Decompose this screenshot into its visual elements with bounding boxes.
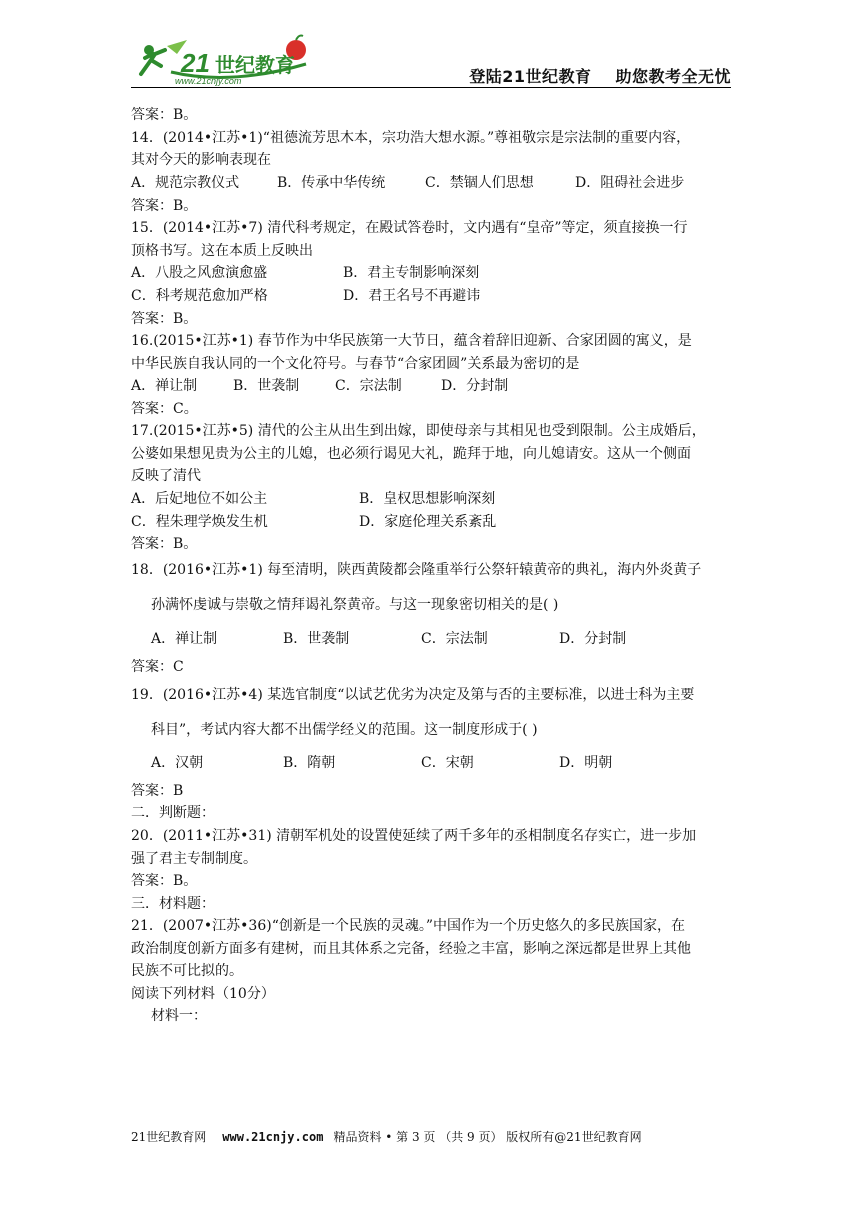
option-c: C．宋朝 bbox=[421, 755, 474, 771]
option-b: B．皇权思想影响深刻 bbox=[359, 491, 496, 507]
answer-18: 答案：C bbox=[131, 659, 184, 675]
page-footer bbox=[131, 1128, 731, 1145]
question-16-options bbox=[131, 376, 508, 396]
question-21-stem: 21．(2007•江苏•36)“创新是一个民族的灵魂。”中国作为一个历史悠久的多民族国家，在 bbox=[131, 918, 686, 934]
question-17-options-ab bbox=[131, 489, 495, 509]
question-14-options bbox=[131, 173, 684, 193]
question-18-stem: 18．(2016•江苏•1) 每至清明，陕西黄陵都会隆重举行公祭轩辕黄帝的典礼，海内外炎黄子 bbox=[131, 562, 702, 578]
option-b: B．君主专制影响深刻 bbox=[343, 265, 480, 281]
option-d: D．明朝 bbox=[559, 755, 613, 771]
section-material-heading: 三．材料题： bbox=[131, 896, 215, 912]
header-divider bbox=[131, 87, 731, 88]
option-a: A．八股之风愈演愈盛 bbox=[131, 265, 268, 281]
question-18-stem-cont: 孙满怀虔诚与崇敬之情拜谒礼祭黄帝。与这一现象密切相关的是( ) bbox=[151, 597, 559, 613]
question-19-stem-cont: 科目”，考试内容大都不出儒学经义的范围。这一制度形成于( ) bbox=[151, 722, 538, 738]
option-d: D．分封制 bbox=[441, 378, 509, 394]
option-a: A．禅让制 bbox=[151, 631, 218, 647]
question-17-stem-cont: 公婆如果想见贵为公主的儿媳，也必须行谒见大礼，跪拜于地，向儿媳请安。这从一个侧面 bbox=[131, 446, 691, 462]
question-20-stem-cont: 强了君主专制制度。 bbox=[131, 851, 257, 867]
question-19-stem: 19．(2016•江苏•4) 某选官制度“以试艺优劣为决定及第与否的主要标准，以进士科为主要 bbox=[131, 687, 695, 703]
footer-page-info: 精品资料 • 第 3 页 （共 9 页） 版权所有@21世纪教育网 bbox=[333, 1130, 642, 1144]
option-d: D．阻碍社会进步 bbox=[575, 175, 685, 191]
question-16-stem-cont: 中华民族自我认同的一个文化符号。与春节“合家团圆”关系最为密切的是 bbox=[131, 356, 580, 372]
reading-instruction: 阅读下列材料（10分） bbox=[131, 986, 275, 1002]
option-c: C．禁锢人们思想 bbox=[425, 175, 534, 191]
option-d: D．君王名号不再避讳 bbox=[343, 288, 481, 304]
question-21-stem-end: 民族不可比拟的。 bbox=[131, 963, 243, 979]
question-15-options-ab bbox=[131, 263, 479, 283]
answer-15: 答案：B。 bbox=[131, 311, 198, 327]
option-a: A．规范宗教仪式 bbox=[131, 175, 240, 191]
question-19-options bbox=[131, 753, 612, 773]
question-15-options-cd bbox=[131, 286, 480, 306]
header-slogan bbox=[469, 64, 731, 87]
question-15-stem-cont: 顶格书写。这在本质上反映出 bbox=[131, 243, 313, 259]
slogan-left: 登陆21世纪教育 bbox=[469, 67, 592, 86]
question-17-options-cd bbox=[131, 512, 496, 532]
answer-14: 答案：B。 bbox=[131, 198, 198, 214]
option-b: B．隋朝 bbox=[283, 755, 336, 771]
question-14-stem: 14．(2014•江苏•1)“祖德流芳思木本，宗功浩大想水源。”尊祖敬宗是宗法制的重要内容， bbox=[131, 130, 691, 146]
slogan-right: 助您教考全无忧 bbox=[615, 67, 731, 86]
footer-url[interactable]: www.21cnjy.com bbox=[222, 1130, 324, 1144]
answer-19: 答案：B bbox=[131, 783, 184, 799]
option-a: A．后妃地位不如公主 bbox=[131, 491, 268, 507]
material-one-label: 材料一： bbox=[151, 1008, 207, 1024]
logo-site-url: www.21cnjy.com bbox=[175, 76, 242, 86]
option-c: C．宗法制 bbox=[335, 378, 402, 394]
question-17-stem: 17.(2015•江苏•5) 清代的公主从出生到出嫁，即使母亲与其相见也受到限制。公主成婚后， bbox=[131, 423, 706, 439]
footer-site-name: 21世纪教育网 bbox=[131, 1130, 207, 1144]
logo-text: 世纪教育 bbox=[215, 53, 295, 77]
question-21-stem-cont: 政治制度创新方面多有建树，而且其体系之完备，经验之丰富，影响之深远都是世界上其他 bbox=[131, 941, 691, 957]
option-b: B．世袭制 bbox=[283, 631, 350, 647]
option-d: D．家庭伦理关系紊乱 bbox=[359, 514, 497, 530]
answer-20: 答案：B。 bbox=[131, 873, 198, 889]
answer-13: 答案：B。 bbox=[131, 107, 198, 123]
svg-text:21: 21 bbox=[181, 48, 210, 78]
option-c: C．科考规范愈加严格 bbox=[131, 288, 268, 304]
page-header bbox=[131, 30, 731, 90]
option-a: A．禅让制 bbox=[131, 378, 198, 394]
question-20-stem: 20．(2011•江苏•31) 清朝军机处的设置使延续了两千多年的丞相制度名存实亡，进一步加 bbox=[131, 828, 697, 844]
answer-17: 答案：B。 bbox=[131, 536, 198, 552]
option-a: A．汉朝 bbox=[151, 755, 204, 771]
question-17-stem-end: 反映了清代 bbox=[131, 468, 201, 484]
question-18-options bbox=[131, 629, 626, 649]
option-d: D．分封制 bbox=[559, 631, 627, 647]
question-16-stem: 16.(2015•江苏•1) 春节作为中华民族第一大节日，蕴含着辞旧迎新、合家团圆的寓义，是 bbox=[131, 333, 692, 349]
option-b: B．世袭制 bbox=[233, 378, 300, 394]
option-c: C．宗法制 bbox=[421, 631, 488, 647]
option-b: B．传承中华传统 bbox=[277, 175, 386, 191]
question-14-stem-cont: 其对今天的影响表现在 bbox=[131, 152, 271, 168]
section-judgment-heading: 二．判断题： bbox=[131, 805, 215, 821]
option-c: C．程朱理学焕发生机 bbox=[131, 514, 268, 530]
answer-16: 答案：C。 bbox=[131, 401, 198, 417]
question-15-stem: 15．(2014•江苏•7) 清代科考规定，在殿试答卷时，文内遇有“皇帝”等定，须直接换一行 bbox=[131, 220, 688, 236]
